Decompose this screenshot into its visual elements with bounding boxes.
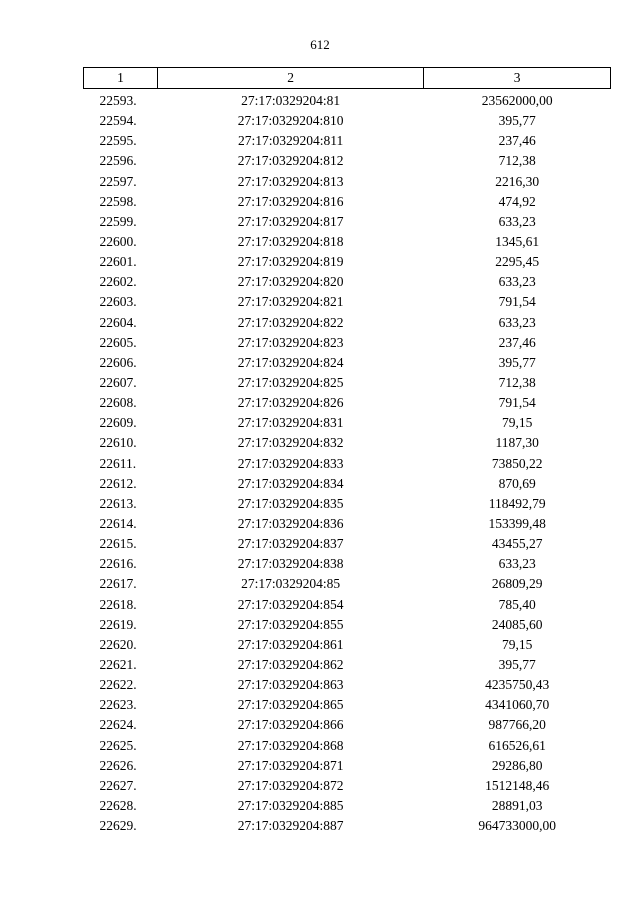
cadastral-number-cell: 27:17:0329204:825 [237,375,344,391]
row-number-cell: 22599. [99,213,137,229]
cadastral-value-cell: 118492,79 [488,495,546,511]
table-row [84,715,611,735]
cadastral-value-cell: 23562000,00 [481,93,553,109]
row-number-cell: 22607. [99,375,137,391]
table-row [84,514,611,534]
cadastral-value-cell: 633,23 [498,556,536,572]
column-header-2: 2 [157,68,423,89]
table-row [84,172,611,192]
cadastral-value-cell: 712,38 [498,153,536,169]
table-row [84,393,611,413]
cadastral-number-cell: 27:17:0329204:818 [237,234,344,250]
cadastral-value-cell: 964733000,00 [478,818,556,834]
cadastral-value-cell: 791,54 [498,395,536,411]
table-row [84,534,611,554]
cadastral-value-cell: 395,77 [498,657,536,672]
cadastral-value-cell: 24085,60 [491,616,543,632]
row-number-cell: 22621. [99,657,137,672]
table-row [84,574,611,594]
row-number-cell: 22606. [99,354,137,370]
cadastral-value-cell: 1187,30 [495,435,539,451]
cadastral-number-cell: 27:17:0329204:819 [237,254,344,270]
table-row [84,655,611,675]
table-row [84,192,611,212]
cadastral-number-cell: 27:17:0329204:826 [237,395,344,411]
row-number-cell: 22615. [99,536,137,552]
row-number-cell: 22596. [99,153,137,169]
row-number-cell: 22598. [99,193,137,209]
cadastral-number-cell: 27:17:0329204:885 [237,797,344,813]
cadastral-number-cell: 27:17:0329204:855 [237,616,344,632]
cadastral-value-cell: 79,15 [501,636,533,652]
table-row [84,232,611,252]
cadastral-value-cell: 474,92 [498,193,536,209]
table-row [84,454,611,474]
cadastral-number-cell: 27:17:0329204:832 [237,435,344,451]
row-number-cell: 22609. [99,415,137,431]
table-row [84,474,611,494]
row-number-cell: 22619. [99,616,137,632]
cadastral-value-cell: 395,77 [498,354,536,370]
cadastral-value-cell: 712,38 [498,375,536,391]
cadastral-value-cell: 79,15 [501,415,533,431]
table-row [84,554,611,574]
cadastral-number-cell: 27:17:0329204:871 [237,757,344,773]
row-number-cell: 22595. [99,133,137,149]
cadastral-value-cell: 43455,27 [491,536,543,552]
row-number-cell: 22594. [99,113,137,129]
page-number: 612 [310,37,330,52]
row-number-cell: 22626. [99,757,137,773]
row-number-cell: 22618. [99,596,137,612]
table-row [84,131,611,151]
cadastral-number-cell: 27:17:0329204:823 [237,334,344,350]
cadastral-number-cell: 27:17:0329204:85 [241,576,341,592]
cadastral-value-cell: 785,40 [498,596,536,612]
table-row [84,433,611,453]
cadastral-number-cell: 27:17:0329204:838 [237,556,344,572]
cadastral-number-cell: 27:17:0329204:824 [237,354,344,370]
table-row [84,615,611,635]
cadastral-value-cell: 633,23 [498,274,536,290]
cadastral-number-cell: 27:17:0329204:887 [237,818,344,834]
table-row [84,796,611,816]
table-row [84,353,611,373]
table-row [84,413,611,433]
cadastral-value-cell: 1512148,46 [485,777,550,793]
row-number-cell: 22627. [99,777,137,793]
header-row [84,68,611,89]
table-row [84,776,611,796]
cadastral-number-cell: 27:17:0329204:872 [237,777,344,793]
row-number-cell: 22611. [99,455,137,471]
table-row [84,816,611,836]
row-number-cell: 22593. [99,93,137,109]
cadastral-number-cell: 27:17:0329204:822 [237,314,344,330]
table-header [84,68,611,89]
cadastral-number-cell: 27:17:0329204:816 [237,193,344,209]
cadastral-number-cell: 27:17:0329204:810 [237,113,344,129]
row-number-cell: 22623. [99,697,137,713]
cadastral-value-cell: 73850,22 [491,455,543,471]
cadastral-number-cell: 27:17:0329204:862 [237,657,344,672]
row-number-cell: 22613. [99,495,137,511]
cadastral-number-cell: 27:17:0329204:812 [237,153,344,169]
cadastral-number-cell: 27:17:0329204:854 [237,596,344,612]
table-row [84,373,611,393]
row-number-cell: 22616. [99,556,137,572]
table-row [84,111,611,131]
cadastral-value-cell: 987766,20 [488,717,546,733]
cadastral-value-cell: 2216,30 [495,173,540,189]
table-row [84,494,611,514]
table-row [84,272,611,292]
row-number-cell: 22624. [99,717,137,733]
table-row [84,756,611,776]
cadastral-value-cell: 237,46 [498,133,536,149]
row-number-cell: 22629. [99,818,137,834]
cadastral-value-cell: 2295,45 [495,254,540,270]
table-row [84,635,611,655]
cadastral-number-cell: 27:17:0329204:868 [237,737,344,753]
cadastral-value-cell: 153399,48 [488,516,546,532]
cadastral-value-cell: 4235750,43 [485,677,550,693]
cadastral-number-cell: 27:17:0329204:831 [237,415,344,431]
row-number-cell: 22605. [99,334,137,350]
row-number-cell: 22628. [99,797,137,813]
table-row [84,252,611,272]
row-number-cell: 22603. [99,294,137,310]
cadastral-value-cell: 395,77 [498,113,536,129]
cadastral-value-cell: 791,54 [498,294,536,310]
cadastral-value-cell: 26809,29 [491,576,543,592]
table-row [84,151,611,171]
table-row [84,695,611,715]
row-number-cell: 22614. [99,516,137,532]
cadastral-number-cell: 27:17:0329204:835 [237,495,344,511]
cadastral-number-cell: 27:17:0329204:811 [238,133,344,149]
row-number-cell: 22625. [99,737,137,753]
table-body [84,89,611,837]
row-number-cell: 22600. [99,234,137,250]
column-header-1: 1 [84,68,158,89]
table-row [84,333,611,353]
cadastral-number-cell: 27:17:0329204:866 [237,717,344,733]
cadastral-number-cell: 27:17:0329204:837 [237,536,344,552]
cadastral-value-cell: 4341060,70 [485,697,550,713]
row-number-cell: 22617. [99,576,137,592]
cadastral-value-table [83,67,611,836]
cadastral-number-cell: 27:17:0329204:834 [237,475,344,491]
table-row [84,89,611,112]
table-row [84,292,611,312]
row-number-cell: 22620. [99,636,137,652]
cadastral-number-cell: 27:17:0329204:821 [237,294,344,310]
table-row [84,212,611,232]
cadastral-number-cell: 27:17:0329204:817 [237,213,344,229]
cadastral-number-cell: 27:17:0329204:863 [237,677,344,693]
cadastral-number-cell: 27:17:0329204:81 [241,93,341,109]
cadastral-value-cell: 616526,61 [488,737,546,753]
row-number-cell: 22622. [99,677,137,693]
cadastral-value-cell: 633,23 [498,213,536,229]
cadastral-value-cell: 237,46 [498,334,536,350]
cadastral-number-cell: 27:17:0329204:833 [237,455,344,471]
table-row [84,675,611,695]
cadastral-value-cell: 1345,61 [495,234,540,250]
cadastral-value-cell: 29286,80 [491,757,543,773]
cadastral-value-cell: 870,69 [498,475,536,491]
cadastral-number-cell: 27:17:0329204:813 [237,173,344,189]
table-row [84,595,611,615]
cadastral-number-cell: 27:17:0329204:836 [237,516,344,532]
cadastral-number-cell: 27:17:0329204:820 [237,274,344,290]
row-number-cell: 22612. [99,475,137,491]
cadastral-number-cell: 27:17:0329204:861 [237,636,344,652]
row-number-cell: 22597. [99,173,137,189]
table-row [84,736,611,756]
row-number-cell: 22610. [99,435,137,451]
row-number-cell: 22608. [99,395,137,411]
row-number-cell: 22604. [99,314,137,330]
cadastral-value-cell: 28891,03 [491,797,543,813]
row-number-cell: 22601. [99,254,137,270]
cadastral-number-cell: 27:17:0329204:865 [237,697,344,713]
column-header-3: 3 [424,68,611,89]
cadastral-value-cell: 633,23 [498,314,536,330]
table-row [84,313,611,333]
row-number-cell: 22602. [99,274,137,290]
